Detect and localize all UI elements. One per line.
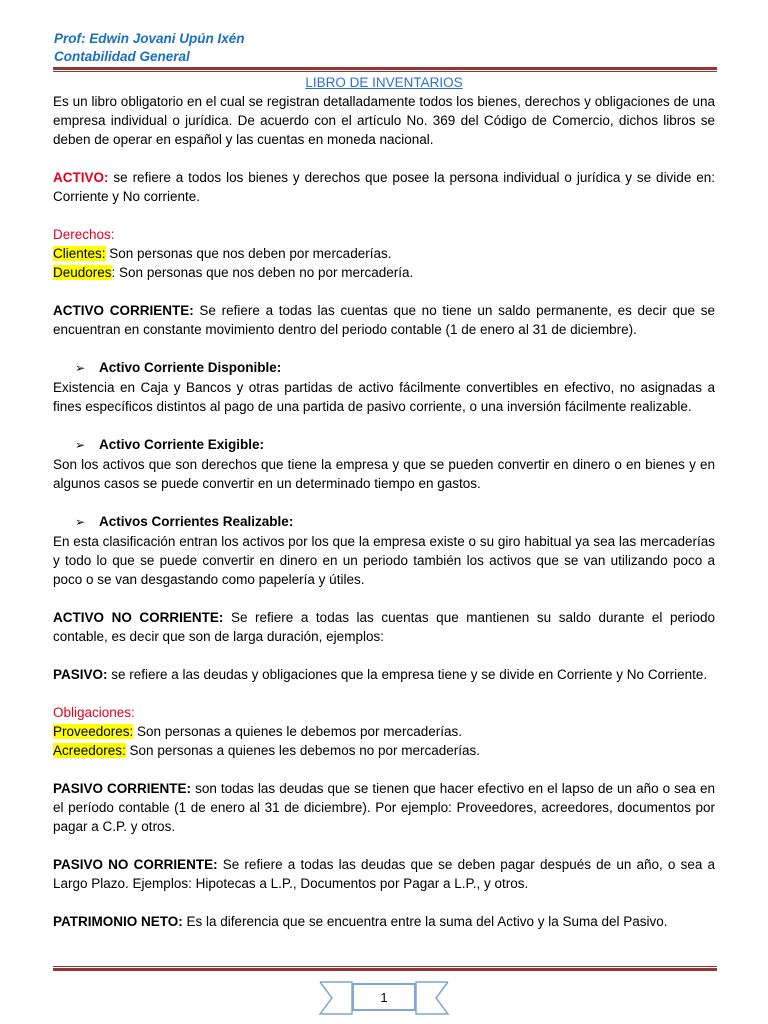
- acreedores-line: [53, 741, 715, 760]
- activo-no-corriente-label: ACTIVO NO CORRIENTE:: [53, 610, 224, 625]
- deudores-label: Deudores: [53, 265, 112, 280]
- disponible-label: Activo Corriente Disponible:: [99, 360, 282, 375]
- exigible-label: Activo Corriente Exigible:: [99, 437, 265, 452]
- pasivo-label: PASIVO:: [53, 667, 108, 682]
- exigible-bullet: [53, 435, 715, 455]
- arrow-bullet-icon: ➢: [75, 361, 86, 375]
- page-header: [54, 30, 245, 66]
- activo-corriente-label: ACTIVO CORRIENTE:: [53, 303, 194, 318]
- activo-paragraph: [53, 168, 715, 206]
- disponible-bullet: [53, 358, 715, 378]
- proveedores-label: Proveedores:: [53, 724, 134, 739]
- activo-label: ACTIVO:: [53, 170, 109, 185]
- acreedores-label: Acreedores:: [53, 743, 126, 758]
- obligaciones-heading: Obligaciones:: [53, 705, 135, 720]
- footer-rule: [53, 966, 717, 971]
- acreedores-text: Son personas a quienes les debemos no por mercaderías.: [125, 743, 481, 758]
- pasivo-no-corriente-paragraph: [53, 855, 715, 893]
- activo-no-corriente-paragraph: [53, 608, 715, 646]
- patrimonio-neto-paragraph: [53, 912, 715, 931]
- clientes-line: [53, 244, 715, 263]
- pasivo-corriente-label: PASIVO CORRIENTE:: [53, 781, 192, 796]
- pasivo-corriente-text: son todas las deudas que se tienen que hacer efectivo en el lapso de un año o sea en el período contable (1 de enero al 31 de diciembre). Por ejemplo: Proveedores, acreedores, documentos por pagar a C.P. y otros.: [53, 781, 715, 834]
- derechos-heading: Derechos:: [53, 227, 115, 242]
- activo-no-corriente-text: Se refiere a todas las cuentas que mantienen su saldo durante el periodo contable, es decir que son de larga duración, ejemplos:: [53, 610, 715, 644]
- document-title: LIBRO DE INVENTARIOS: [305, 75, 463, 90]
- document-body: [53, 73, 715, 931]
- realizable-text: En esta clasificación entran los activos por los que la empresa existe o su giro habitual ya sea las mercaderías y todo lo que se puede convertir en dinero en un periodo también los activos que se van utilizando poco a poco o se van desgastando como papelería y útiles.: [53, 534, 715, 587]
- pasivo-corriente-paragraph: [53, 779, 715, 836]
- deudores-text: : Son personas que nos deben no por mercadería.: [111, 265, 414, 280]
- clientes-text: Son personas que nos deben por mercaderías.: [105, 246, 392, 261]
- realizable-bullet: [53, 512, 715, 532]
- deudores-line: [53, 263, 715, 282]
- subject-name: Contabilidad General: [54, 49, 190, 64]
- clientes-label: Clientes:: [53, 246, 106, 261]
- activo-corriente-text: Se refiere a todas las cuentas que no tiene un saldo permanente, es decir que se encuentran en constante movimiento dentro del periodo contable (1 de enero al 31 de diciembre).: [53, 303, 715, 337]
- pasivo-text: se refiere a las deudas y obligaciones que la empresa tiene y se divide en Corriente y No Corriente.: [107, 667, 708, 682]
- activo-text: se refiere a todos los bienes y derechos que posee la persona individual o jurídica y se divide en: Corriente y No corriente.: [53, 170, 715, 204]
- proveedores-text: Son personas a quienes le debemos por mercaderías.: [133, 724, 462, 739]
- pasivo-paragraph: [53, 665, 715, 684]
- pasivo-no-corriente-label: PASIVO NO CORRIENTE:: [53, 857, 218, 872]
- exigible-text: Son los activos que son derechos que tiene la empresa y que se pueden convertir en dinero o en bienes y en algunos casos se puede convertir en un determinado tiempo en gastos.: [53, 457, 715, 491]
- patrimonio-neto-label: PATRIMONIO NETO:: [53, 914, 183, 929]
- realizable-label: Activos Corrientes Realizable:: [99, 514, 294, 529]
- activo-corriente-paragraph: [53, 301, 715, 339]
- intro-paragraph: Es un libro obligatorio en el cual se registran detalladamente todos los bienes, derechos y obligaciones de una empresa individual o jurídica. De acuerdo con el artículo No. 369 del Código de Comercio, dichos libros se deben de operar en español y las cuentas en moneda nacional.: [53, 94, 715, 147]
- page-number: 1: [352, 983, 416, 1011]
- pasivo-no-corriente-text: Se refiere a todas las deudas que se deben pagar después de un año, o sea a Largo Plazo. Ejemplos: Hipotecas a L.P., Documentos por Pagar a L.P., y otros.: [53, 857, 716, 891]
- author-name: Prof: Edwin Jovani Upún Ixén: [54, 31, 245, 46]
- disponible-text: Existencia en Caja y Bancos y otras partidas de activo fácilmente convertibles en efectivo, no asignadas a fines específicos distintos al pago de una partida de pasivo corriente, o una inversión fácilmente realizable.: [53, 380, 715, 414]
- patrimonio-neto-text: Es la diferencia que se encuentra entre la suma del Activo y la Suma del Pasivo.: [182, 914, 668, 929]
- proveedores-line: [53, 722, 715, 741]
- arrow-bullet-icon: ➢: [75, 438, 86, 452]
- header-rule: [53, 67, 717, 72]
- arrow-bullet-icon: ➢: [75, 515, 86, 529]
